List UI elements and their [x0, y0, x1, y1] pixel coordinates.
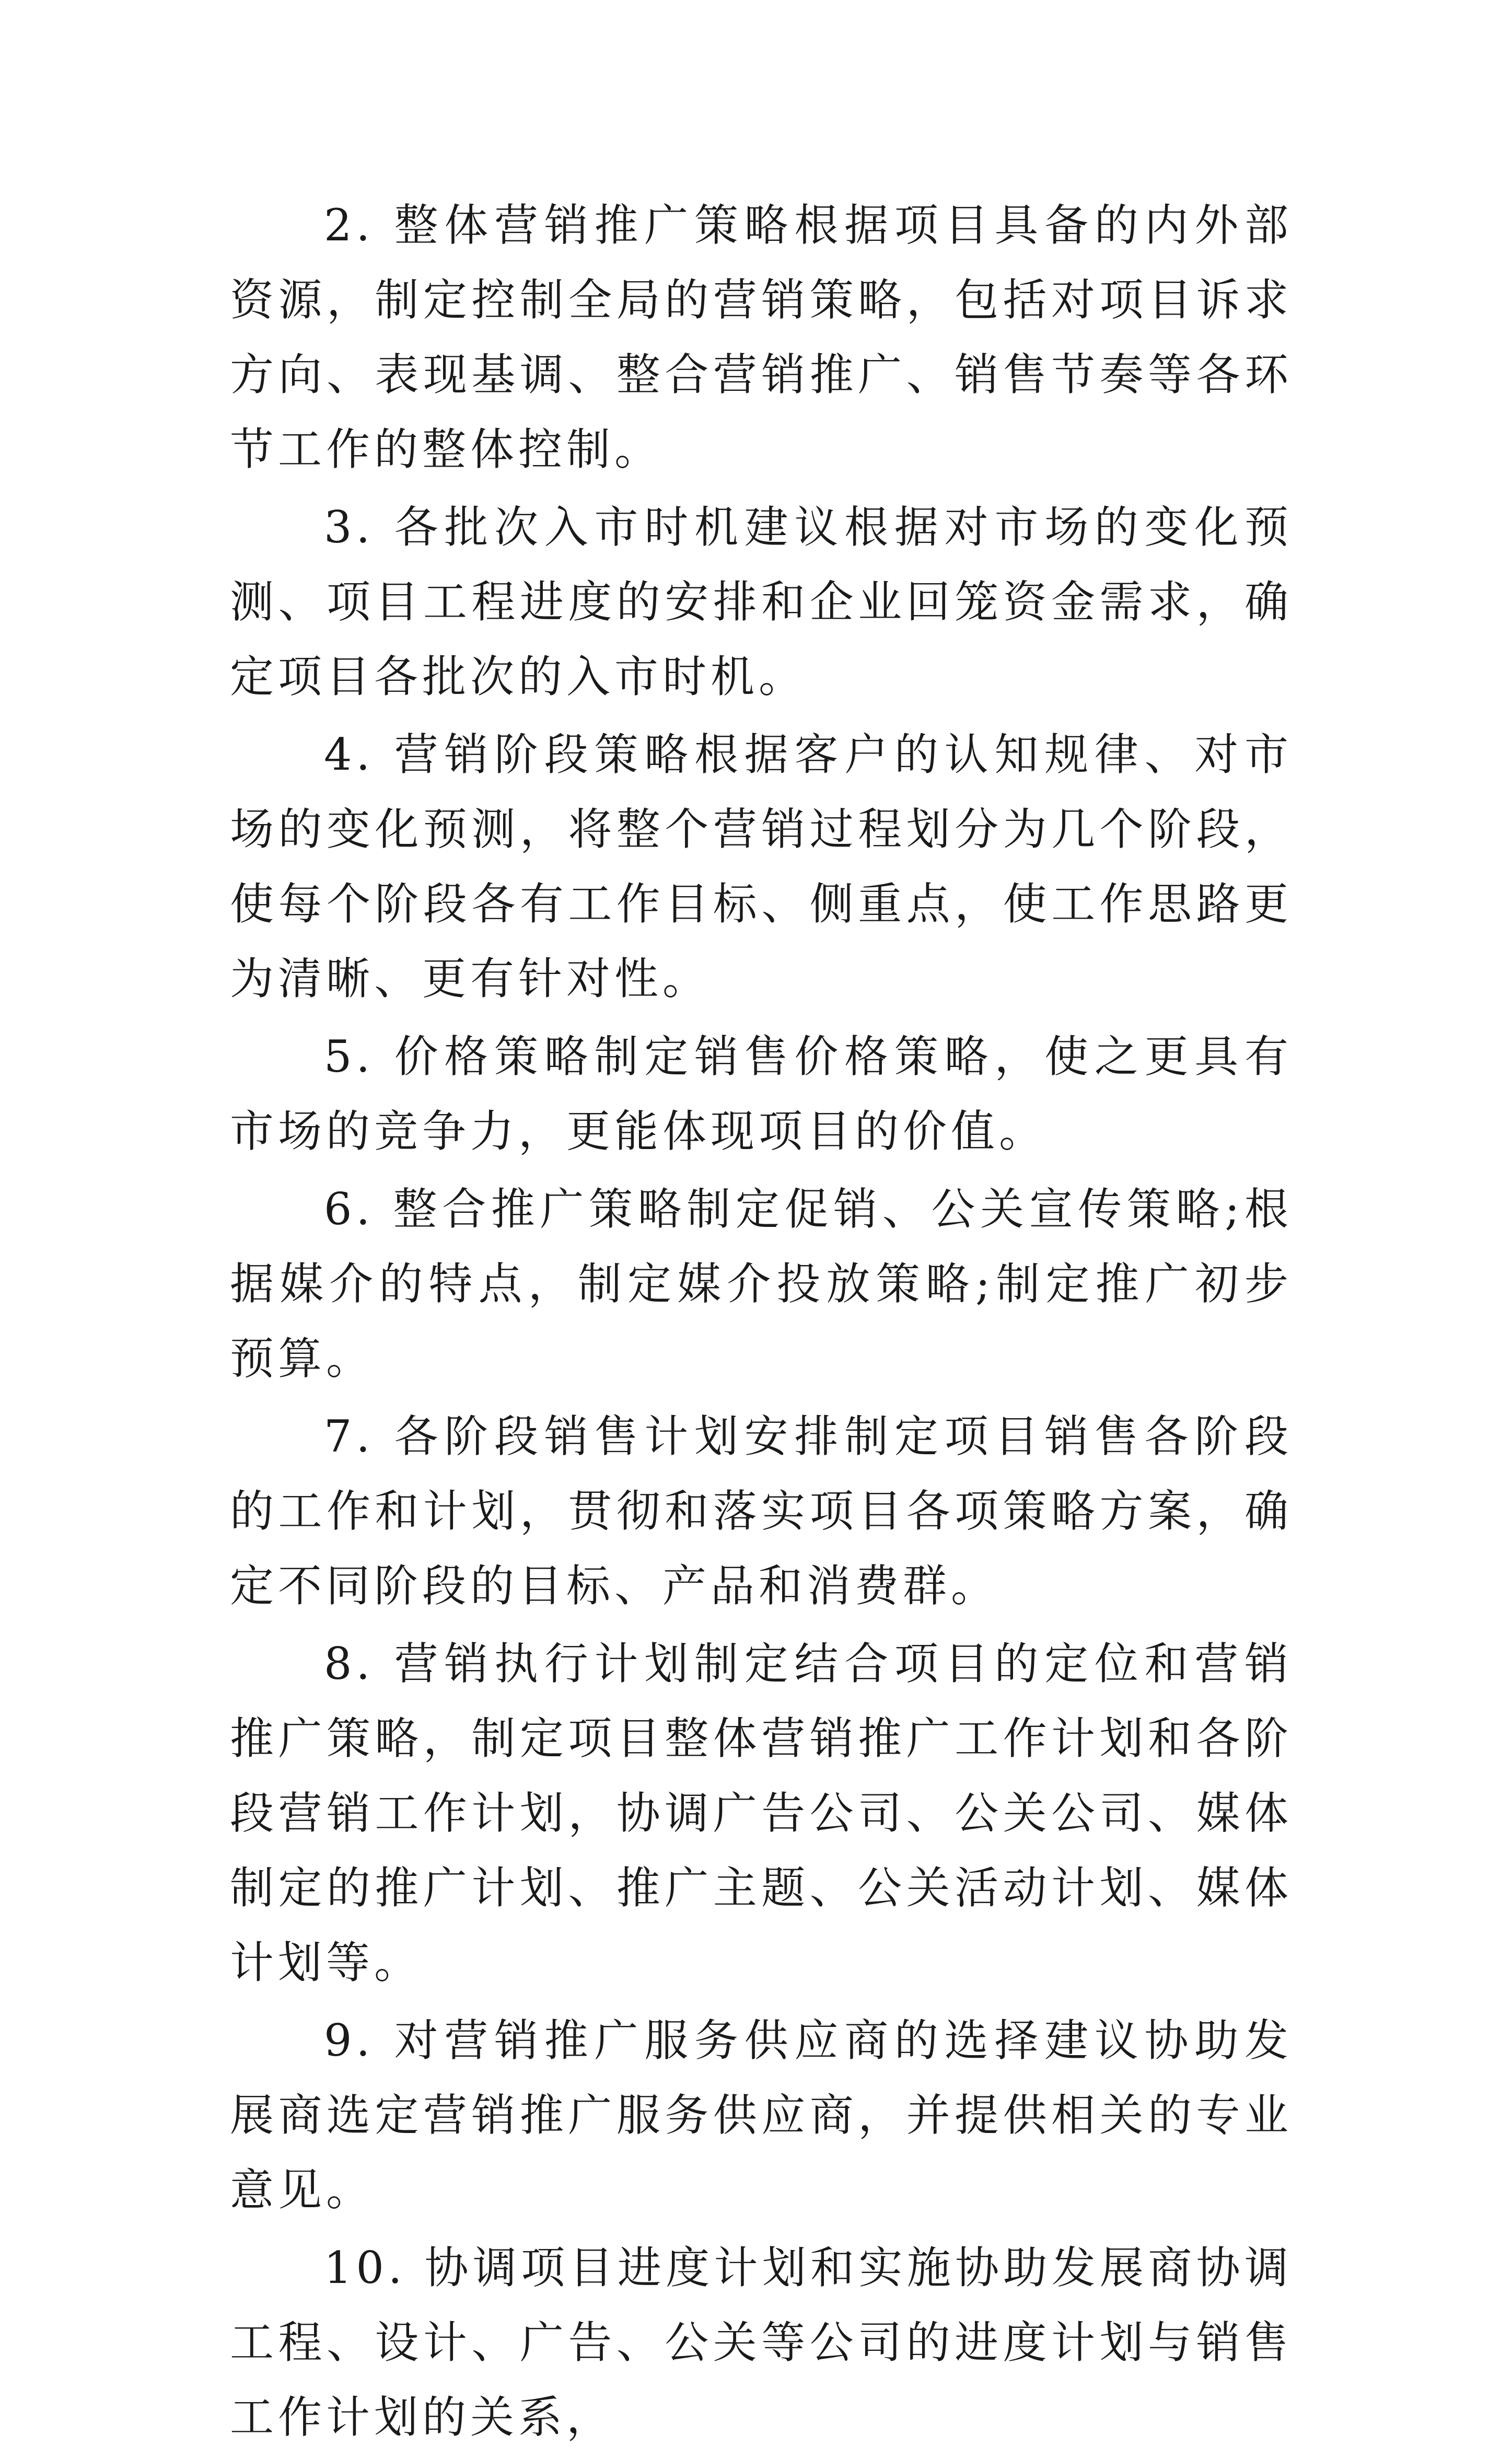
paragraph-4: 4. 营销阶段策略根据客户的认知规律、对市场的变化预测，将整个营销过程划分为几个阶段，使每个阶段各有工作目标、侧重点，使工作思路更为清晰、更有针对性。	[230, 729, 1293, 1004]
paragraph-5: 5. 价格策略制定销售价格策略，使之更具有市场的竞争力，更能体现项目的价值。	[230, 1031, 1293, 1157]
paragraph-2: 2. 整体营销推广策略根据项目具备的内外部资源，制定控制全局的营销策略，包括对项目诉求方向、表现基调、整合营销推广、销售节奏等各环节工作的整体控制。	[230, 200, 1293, 475]
paragraph-10: 10. 协调项目进度计划和实施协助发展商协调工程、设计、广告、公关等公司的进度计划与销售工作计划的关系，	[230, 2242, 1293, 2443]
paragraph-9: 9. 对营销推广服务供应商的选择建议协助发展商选定营销推广服务供应商，并提供相关的专业意见。	[230, 2015, 1293, 2216]
paragraph-7: 7. 各阶段销售计划安排制定项目销售各阶段的工作和计划，贯彻和落实项目各项策略方案，确定不同阶段的目标、产品和消费群。	[230, 1411, 1293, 1611]
paragraph-8: 8. 营销执行计划制定结合项目的定位和营销推广策略，制定项目整体营销推广工作计划和各阶段营销工作计划，协调广告公司、公关公司、媒体制定的推广计划、推广主题、公关活动计划、媒体计划等。	[230, 1638, 1293, 1988]
document-body	[230, 188, 1293, 2458]
paragraph-6: 6. 整合推广策略制定促销、公关宣传策略;根据媒介的特点，制定媒介投放策略;制定推广初步预算。	[230, 1184, 1293, 1384]
paragraph-3: 3. 各批次入市时机建议根据对市场的变化预测、项目工程进度的安排和企业回笼资金需求，确定项目各批次的入市时机。	[230, 502, 1293, 702]
